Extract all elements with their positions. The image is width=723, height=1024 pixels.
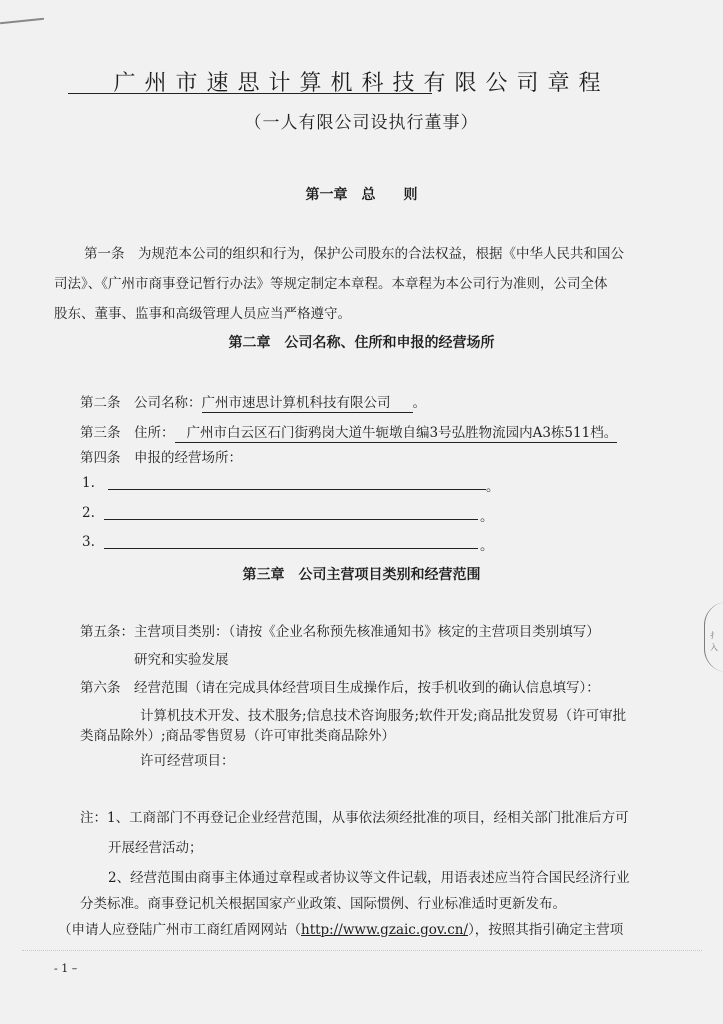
article-2-end: 。 [412,395,426,411]
article-2-label: 第二条 公司名称： [80,395,202,411]
site-2-blank [104,519,478,520]
article-3 [80,421,617,443]
gzaic-link[interactable]: http://www.gzaic.gov.cn/ [301,922,469,938]
company-name-value: 广州市速思计算机科技有限公司 [202,391,413,413]
chapter-3-heading: 第三章 公司主营项目类别和经营范围 [242,567,481,583]
note-2-line-1: 2、经营范围由商事主体通过章程或者协议等文件记载，用语表述应当符合国民经济行业 [108,870,630,886]
article-5-line: 第五条：主营项目类别：（请按《企业名称预先核准通知书》核定的主营项目类别填写） [80,624,600,640]
article-4-label: 第四条 申报的经营场所： [80,450,242,466]
article-6-line: 第六条 经营范围（请在完成具体经营项目生成操作后，按手机收到的确认信息填写）： [80,680,600,696]
site-1-blank [108,489,486,490]
page-divider [22,950,702,951]
chapter-1-heading: 第一章 总 则 [305,187,418,203]
business-scope-line-2: 类商品除外）;商品零售贸易（许可审批类商品除外） [80,728,396,744]
article-5-value: 研究和实验发展 [134,652,229,668]
note-1-line-2: 开展经营活动； [108,840,203,856]
article-1-line-1: 第一条 为规范本公司的组织和行为，保护公司股东的合法权益，根据《中华人民共和国公 [84,246,624,262]
site-3-blank [104,548,478,549]
document-title: 广州市速思计算机科技有限公司章程 [113,71,610,96]
article-2 [80,391,426,413]
business-scope-line-1: 计算机技术开发、技术服务;信息技术咨询服务;软件开发;商品批发贸易（许可审批 [140,708,627,724]
site-3-end: 。 [480,538,494,554]
margin-scribble: 扌 入 [710,631,718,652]
site-1-end: 。 [486,479,500,495]
note-3-prefix: （申请人应登陆广州市工商红盾网网站（ [58,922,301,938]
document-subtitle: （一人有限公司设执行董事） [244,113,479,133]
note-1-line-1: 注：1、工商部门不再登记企业经营范围，从事依法须经批准的项目，经相关部门批准后方可 [80,810,629,826]
article-1-line-3: 股东、董事、监事和高级管理人员应当严格遵守。 [54,306,351,322]
site-2-end: 。 [480,509,494,525]
article-3-label: 第三条 住所： [80,425,175,441]
title-underline [68,93,432,94]
address-value: 广州市白云区石门街鸦岗大道牛轭墩自编3号弘胜物流园内A3栋511档。 [175,421,618,443]
permit-label: 许可经营项目： [140,753,235,769]
site-2-number: 2. [82,505,95,521]
page-number: - 1 – [54,962,78,975]
site-1-number: 1. [82,475,95,491]
article-1-line-2: 司法》、《广州市商事登记暂行办法》等规定制定本章程。本章程为本公司行为准则，公司全体 [54,276,608,292]
scan-mark [0,18,44,25]
note-3-line [58,918,623,938]
note-3-suffix: ），按照其指引确定主营项 [468,922,624,938]
chapter-2-heading: 第二章 公司名称、住所和申报的经营场所 [228,335,495,351]
site-3-number: 3. [82,534,95,550]
note-2-line-2: 分类标准。商事登记机关根据国家产业政策、国际惯例、行业标准适时更新发布。 [80,896,566,912]
